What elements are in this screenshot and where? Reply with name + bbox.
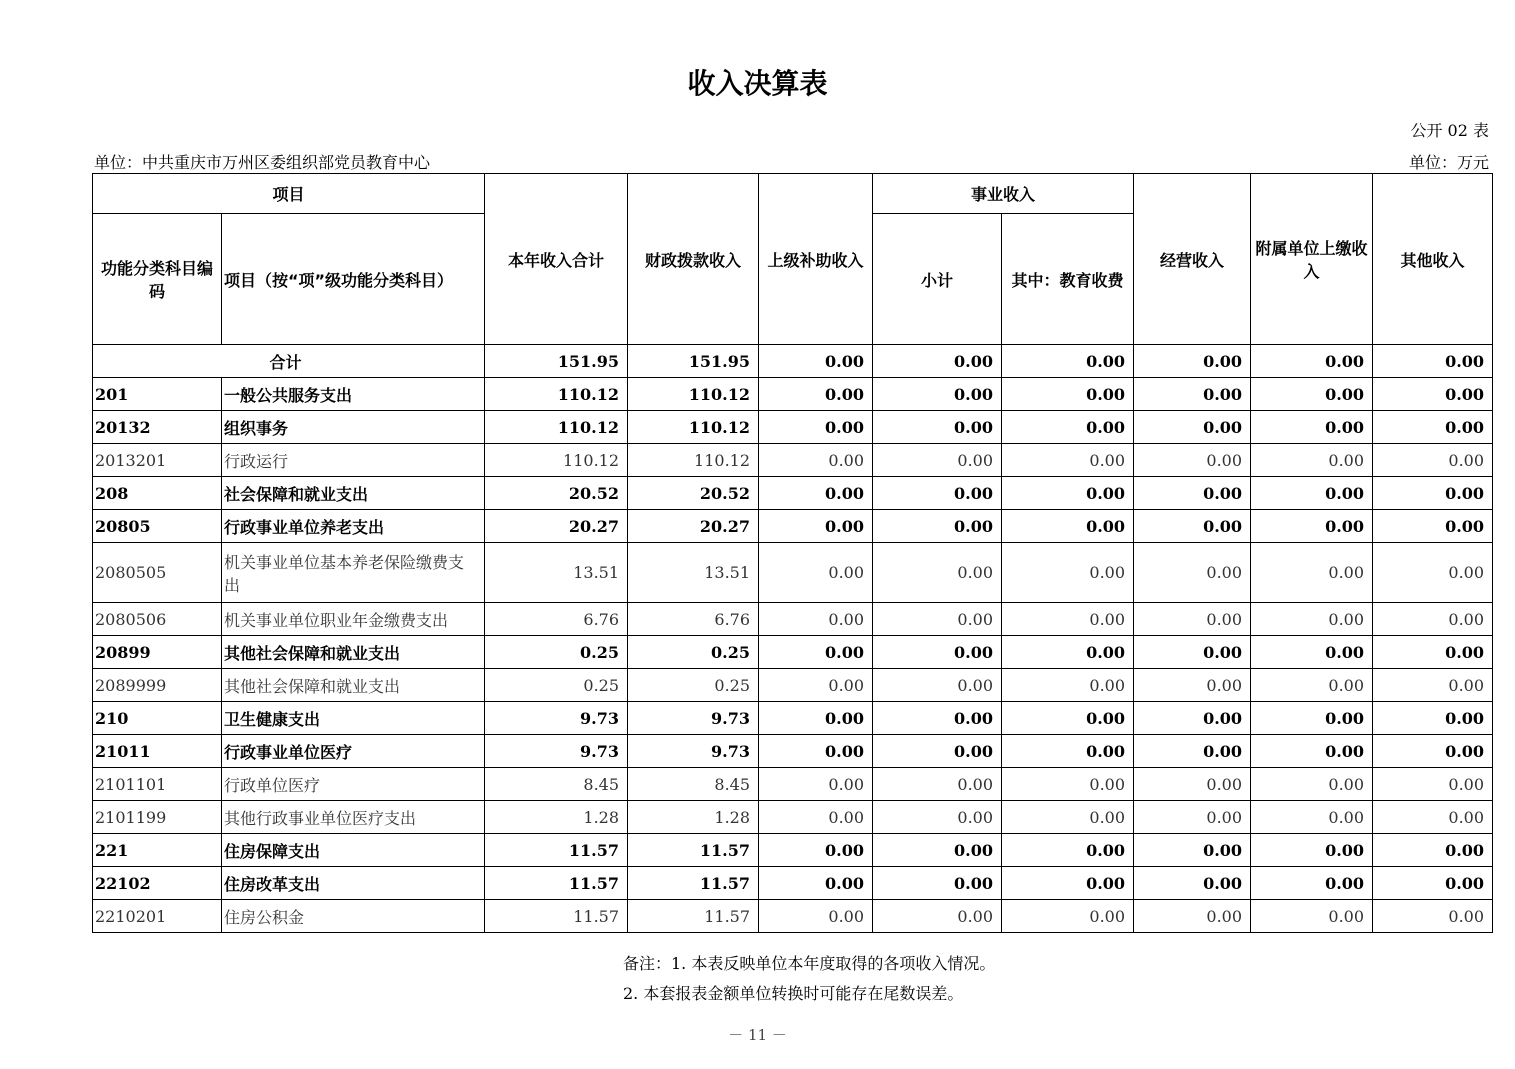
row-value: 0.00: [1002, 669, 1134, 702]
row-value: 0.00: [1251, 510, 1373, 543]
row-value: 1.28: [628, 801, 759, 834]
row-name: 行政事业单位养老支出: [222, 510, 485, 543]
table-row: [93, 768, 1493, 801]
row-value: 0.00: [1134, 543, 1251, 603]
row-code: 22102: [93, 867, 222, 900]
page-title: 收入决算表: [687, 67, 828, 100]
row-value: 110.12: [485, 378, 628, 411]
total-value: 0.00: [1134, 345, 1251, 378]
row-name: 行政单位医疗: [222, 768, 485, 801]
row-value: 0.00: [759, 444, 873, 477]
row-value: 6.76: [485, 603, 628, 636]
row-value: 0.00: [873, 834, 1002, 867]
row-value: 0.00: [1251, 543, 1373, 603]
row-value: 11.57: [485, 867, 628, 900]
row-value: 0.00: [1002, 735, 1134, 768]
row-value: 0.00: [1134, 768, 1251, 801]
row-value: 0.00: [873, 477, 1002, 510]
header-subtotal: 小计: [873, 214, 1002, 345]
row-name: 一般公共服务支出: [222, 378, 485, 411]
total-row: [93, 345, 1493, 378]
row-value: 0.00: [1373, 801, 1493, 834]
row-value: 0.00: [1002, 636, 1134, 669]
row-value: 0.00: [1134, 801, 1251, 834]
total-value: 0.00: [1373, 345, 1493, 378]
row-value: 0.00: [1373, 603, 1493, 636]
row-value: 110.12: [485, 411, 628, 444]
total-value: 0.00: [1251, 345, 1373, 378]
form-number: 公开 02 表: [1410, 121, 1489, 140]
row-code: 210: [93, 702, 222, 735]
row-code: 2101199: [93, 801, 222, 834]
table-row: [93, 834, 1493, 867]
row-value: 0.00: [873, 867, 1002, 900]
row-value: 0.00: [1134, 510, 1251, 543]
row-value: 0.00: [759, 900, 873, 933]
row-value: 0.00: [1002, 543, 1134, 603]
row-value: 0.00: [1251, 702, 1373, 735]
row-value: 11.57: [485, 834, 628, 867]
table-body: [93, 345, 1493, 933]
row-code: 2210201: [93, 900, 222, 933]
row-name: 机关事业单位职业年金缴费支出: [222, 603, 485, 636]
row-value: 0.00: [1251, 669, 1373, 702]
note-2: 2. 本套报表金额单位转换时可能存在尾数误差。: [623, 984, 964, 1003]
row-value: 0.00: [1373, 543, 1493, 603]
row-value: 0.00: [1134, 669, 1251, 702]
row-value: 0.00: [1251, 411, 1373, 444]
row-value: 0.00: [1134, 444, 1251, 477]
row-value: 0.00: [873, 378, 1002, 411]
row-value: 0.00: [1134, 735, 1251, 768]
row-value: 11.57: [628, 900, 759, 933]
row-code: 20132: [93, 411, 222, 444]
header-business: 经营收入: [1134, 174, 1251, 345]
row-value: 0.00: [1002, 411, 1134, 444]
row-value: 9.73: [628, 702, 759, 735]
row-value: 9.73: [485, 735, 628, 768]
row-value: 0.25: [628, 669, 759, 702]
row-value: 0.00: [759, 636, 873, 669]
total-value: 0.00: [759, 345, 873, 378]
row-value: 0.00: [1002, 603, 1134, 636]
row-value: 6.76: [628, 603, 759, 636]
row-value: 0.00: [873, 636, 1002, 669]
row-code: 2080505: [93, 543, 222, 603]
total-value: 151.95: [628, 345, 759, 378]
table-row: [93, 636, 1493, 669]
row-value: 0.00: [873, 603, 1002, 636]
header-code: 功能分类科目编码: [93, 214, 222, 345]
row-value: 0.00: [759, 801, 873, 834]
row-value: 0.00: [1251, 900, 1373, 933]
row-name: 其他行政事业单位医疗支出: [222, 801, 485, 834]
header-project: 项目: [93, 174, 485, 214]
table-row: [93, 378, 1493, 411]
row-code: 2080506: [93, 603, 222, 636]
row-value: 11.57: [628, 867, 759, 900]
income-table: [92, 173, 1493, 933]
row-name: 机关事业单位基本养老保险缴费支出: [222, 543, 485, 603]
row-value: 0.00: [1251, 444, 1373, 477]
row-value: 20.27: [485, 510, 628, 543]
total-value: 0.00: [1002, 345, 1134, 378]
row-value: 0.00: [1134, 378, 1251, 411]
row-value: 0.00: [1251, 603, 1373, 636]
header-fiscal: 财政拨款收入: [628, 174, 759, 345]
row-value: 0.00: [759, 702, 873, 735]
row-value: 0.00: [873, 510, 1002, 543]
row-value: 1.28: [485, 801, 628, 834]
row-value: 0.00: [873, 801, 1002, 834]
row-value: 0.00: [1373, 768, 1493, 801]
row-value: 0.00: [1134, 702, 1251, 735]
row-value: 0.00: [1002, 834, 1134, 867]
row-value: 0.00: [1002, 378, 1134, 411]
header-name: 项目（按“项”级功能分类科目）: [222, 214, 485, 345]
total-value: 151.95: [485, 345, 628, 378]
row-value: 0.00: [1373, 411, 1493, 444]
row-value: 0.00: [1373, 867, 1493, 900]
row-code: 2089999: [93, 669, 222, 702]
row-value: 0.00: [759, 768, 873, 801]
row-value: 0.00: [1251, 768, 1373, 801]
row-value: 0.00: [1373, 702, 1493, 735]
header-other: 其他收入: [1373, 174, 1493, 345]
row-value: 0.00: [1134, 411, 1251, 444]
row-value: 110.12: [628, 444, 759, 477]
row-value: 0.00: [759, 735, 873, 768]
row-value: 0.00: [1134, 900, 1251, 933]
row-name: 住房公积金: [222, 900, 485, 933]
organization-unit: 单位：中共重庆市万州区委组织部党员教育中心: [94, 153, 431, 172]
row-value: 0.00: [759, 867, 873, 900]
row-code: 20805: [93, 510, 222, 543]
row-value: 0.00: [759, 411, 873, 444]
row-value: 0.00: [873, 735, 1002, 768]
row-value: 0.00: [1373, 378, 1493, 411]
table-row: [93, 801, 1493, 834]
row-value: 0.00: [1002, 801, 1134, 834]
row-value: 0.00: [1002, 867, 1134, 900]
row-value: 110.12: [628, 378, 759, 411]
row-value: 110.12: [485, 444, 628, 477]
total-label: 合计: [93, 345, 485, 378]
row-name: 其他社会保障和就业支出: [222, 669, 485, 702]
row-value: 0.00: [1002, 510, 1134, 543]
table-row: [93, 603, 1493, 636]
note-1: 备注：1. 本表反映单位本年度取得的各项收入情况。: [623, 954, 996, 973]
currency-unit: 单位：万元: [1408, 153, 1489, 172]
row-code: 20899: [93, 636, 222, 669]
row-value: 0.00: [759, 669, 873, 702]
row-value: 20.27: [628, 510, 759, 543]
row-name: 其他社会保障和就业支出: [222, 636, 485, 669]
table-row: [93, 444, 1493, 477]
row-value: 11.57: [485, 900, 628, 933]
row-value: 0.00: [1373, 735, 1493, 768]
table-row: [93, 702, 1493, 735]
row-value: 0.00: [759, 510, 873, 543]
row-value: 0.00: [1002, 768, 1134, 801]
row-value: 0.25: [485, 636, 628, 669]
row-value: 0.00: [1251, 378, 1373, 411]
header-career: 事业收入: [873, 174, 1134, 214]
row-name: 住房保障支出: [222, 834, 485, 867]
row-code: 21011: [93, 735, 222, 768]
table-row: [93, 900, 1493, 933]
row-value: 13.51: [485, 543, 628, 603]
row-name: 社会保障和就业支出: [222, 477, 485, 510]
row-name: 卫生健康支出: [222, 702, 485, 735]
row-value: 0.00: [873, 702, 1002, 735]
row-value: 13.51: [628, 543, 759, 603]
table-row: [93, 669, 1493, 702]
header-superior: 上级补助收入: [759, 174, 873, 345]
row-value: 0.00: [1134, 867, 1251, 900]
row-value: 0.00: [759, 603, 873, 636]
row-value: 9.73: [485, 702, 628, 735]
row-value: 0.00: [1251, 801, 1373, 834]
page-number: － 11 －: [728, 1026, 787, 1044]
row-value: 0.25: [628, 636, 759, 669]
total-value: 0.00: [873, 345, 1002, 378]
header-total: 本年收入合计: [485, 174, 628, 345]
row-name: 行政运行: [222, 444, 485, 477]
header-affiliate: 附属单位上缴收入: [1251, 174, 1373, 345]
row-value: 0.00: [1251, 834, 1373, 867]
row-value: 0.00: [1002, 900, 1134, 933]
table-row: [93, 735, 1493, 768]
table-row: [93, 543, 1493, 603]
row-value: 0.00: [1134, 603, 1251, 636]
row-value: 9.73: [628, 735, 759, 768]
row-value: 0.00: [873, 900, 1002, 933]
row-value: 0.00: [873, 411, 1002, 444]
row-value: 0.00: [759, 378, 873, 411]
row-code: 201: [93, 378, 222, 411]
row-value: 0.00: [759, 834, 873, 867]
row-value: 0.00: [873, 444, 1002, 477]
table-row: [93, 867, 1493, 900]
row-value: 0.00: [1373, 477, 1493, 510]
row-value: 0.00: [1251, 735, 1373, 768]
row-value: 0.00: [1002, 477, 1134, 510]
row-value: 110.12: [628, 411, 759, 444]
row-value: 0.00: [1373, 636, 1493, 669]
row-value: 0.00: [1251, 477, 1373, 510]
row-value: 20.52: [628, 477, 759, 510]
row-value: 0.00: [1002, 702, 1134, 735]
row-value: 0.00: [1134, 834, 1251, 867]
row-name: 住房改革支出: [222, 867, 485, 900]
row-value: 0.00: [873, 543, 1002, 603]
row-value: 0.00: [1134, 636, 1251, 669]
row-value: 11.57: [628, 834, 759, 867]
row-name: 组织事务: [222, 411, 485, 444]
table-row: [93, 510, 1493, 543]
row-value: 0.00: [759, 543, 873, 603]
row-value: 0.00: [1002, 444, 1134, 477]
row-value: 8.45: [628, 768, 759, 801]
row-value: 0.00: [759, 477, 873, 510]
header-edu: 其中：教育收费: [1002, 214, 1134, 345]
row-code: 221: [93, 834, 222, 867]
row-code: 2013201: [93, 444, 222, 477]
row-value: 0.00: [1134, 477, 1251, 510]
row-name: 行政事业单位医疗: [222, 735, 485, 768]
row-value: 0.00: [1251, 636, 1373, 669]
table-row: [93, 411, 1493, 444]
row-value: 0.25: [485, 669, 628, 702]
row-code: 2101101: [93, 768, 222, 801]
row-value: 0.00: [1373, 510, 1493, 543]
row-value: 20.52: [485, 477, 628, 510]
row-code: 208: [93, 477, 222, 510]
row-value: 0.00: [1373, 669, 1493, 702]
table-row: [93, 477, 1493, 510]
row-value: 0.00: [873, 669, 1002, 702]
row-value: 0.00: [1251, 867, 1373, 900]
row-value: 0.00: [873, 768, 1002, 801]
row-value: 8.45: [485, 768, 628, 801]
row-value: 0.00: [1373, 444, 1493, 477]
row-value: 0.00: [1373, 834, 1493, 867]
row-value: 0.00: [1373, 900, 1493, 933]
